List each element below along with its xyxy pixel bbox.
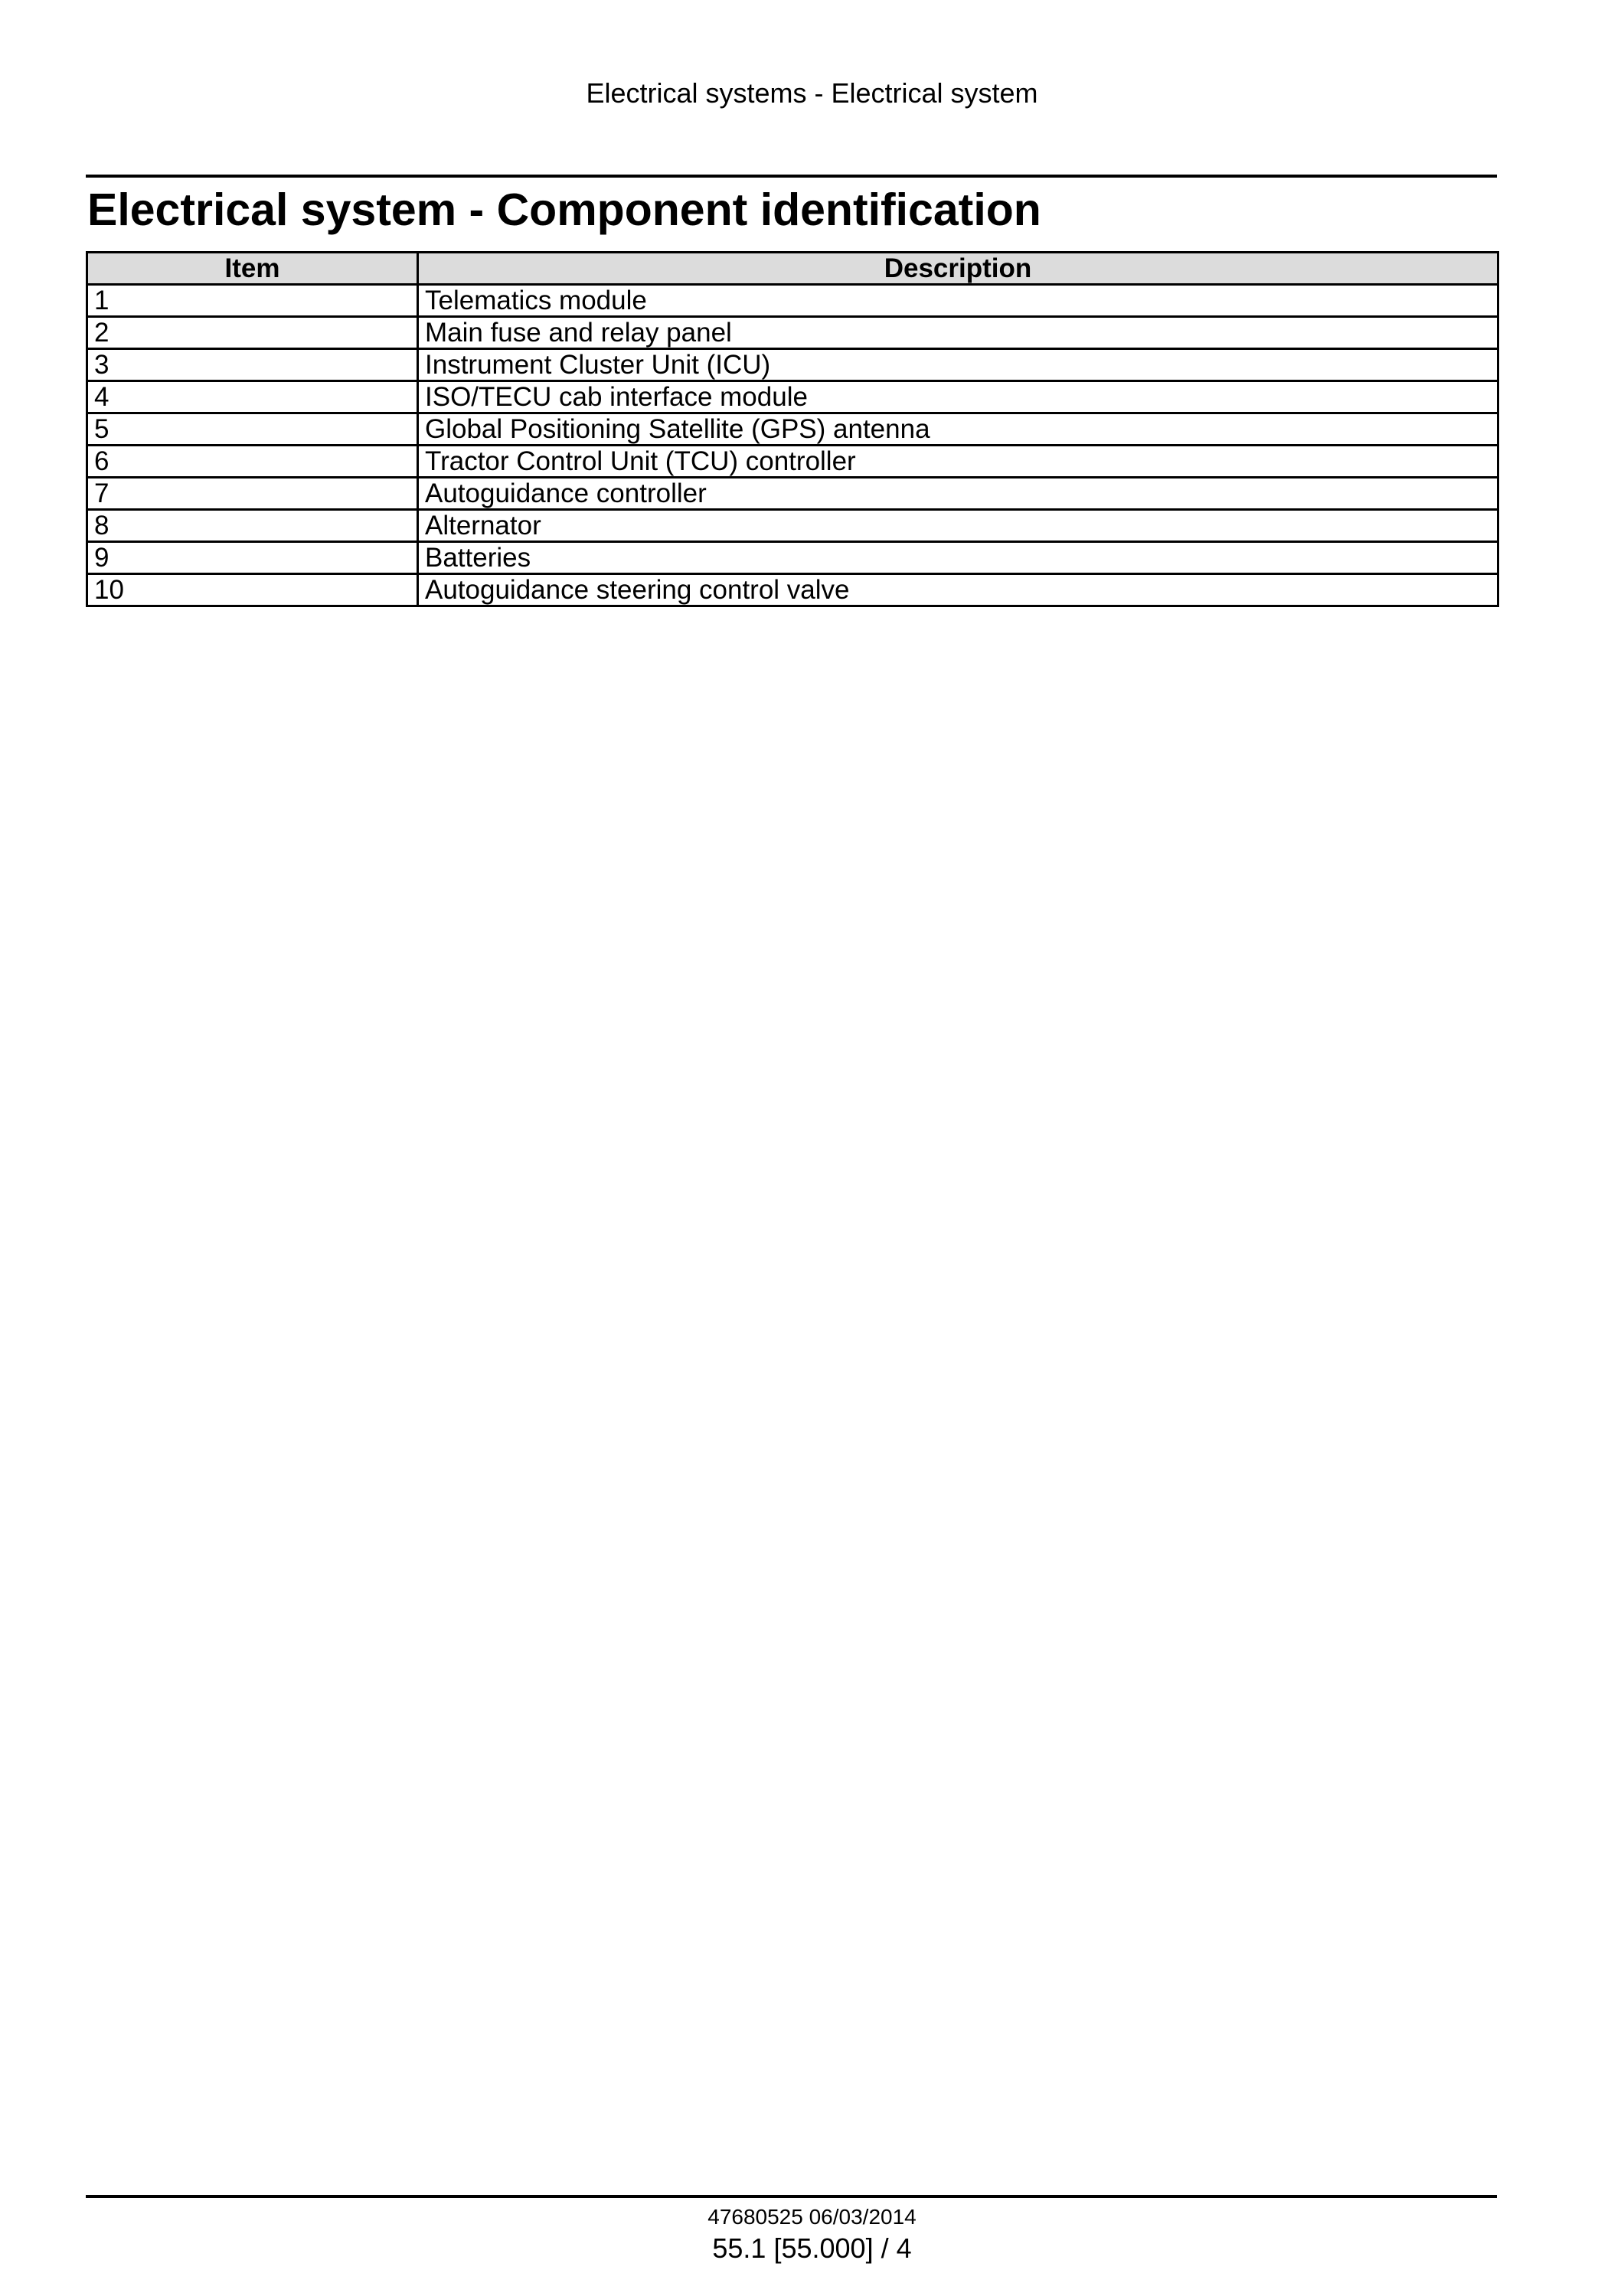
item-description: ISO/TECU cab interface module [418,381,1498,413]
table-row [87,542,1498,574]
item-number: 8 [87,510,418,542]
item-number: 4 [87,381,418,413]
table-header-row [87,253,1498,285]
item-description: Alternator [418,510,1498,542]
footer-divider [86,2195,1497,2198]
document-reference: 47680525 06/03/2014 [707,2205,917,2229]
item-description: Autoguidance steering control valve [418,574,1498,606]
item-number: 9 [87,542,418,574]
running-header: Electrical systems - Electrical system [586,77,1038,109]
page-title: Electrical system - Component identification [87,185,1041,235]
page-reference: 55.1 [55.000] / 4 [712,2232,912,2264]
item-description: Instrument Cluster Unit (ICU) [418,349,1498,381]
table-row [87,413,1498,446]
table-row [87,446,1498,478]
item-number: 7 [87,478,418,510]
item-number: 10 [87,574,418,606]
table-row [87,574,1498,606]
item-column-header: Item [87,253,418,285]
item-description: Global Positioning Satellite (GPS) antenna [418,413,1498,446]
table-row [87,285,1498,317]
table-row [87,381,1498,413]
component-table [86,251,1499,607]
header-divider [86,175,1497,178]
item-description: Batteries [418,542,1498,574]
item-description: Autoguidance controller [418,478,1498,510]
table-row [87,317,1498,349]
item-number: 1 [87,285,418,317]
item-number: 2 [87,317,418,349]
table-row [87,349,1498,381]
item-number: 5 [87,413,418,446]
item-number: 6 [87,446,418,478]
table-row [87,510,1498,542]
description-column-header: Description [418,253,1498,285]
table-row [87,478,1498,510]
item-description: Main fuse and relay panel [418,317,1498,349]
item-number: 3 [87,349,418,381]
item-description: Telematics module [418,285,1498,317]
item-description: Tractor Control Unit (TCU) controller [418,446,1498,478]
